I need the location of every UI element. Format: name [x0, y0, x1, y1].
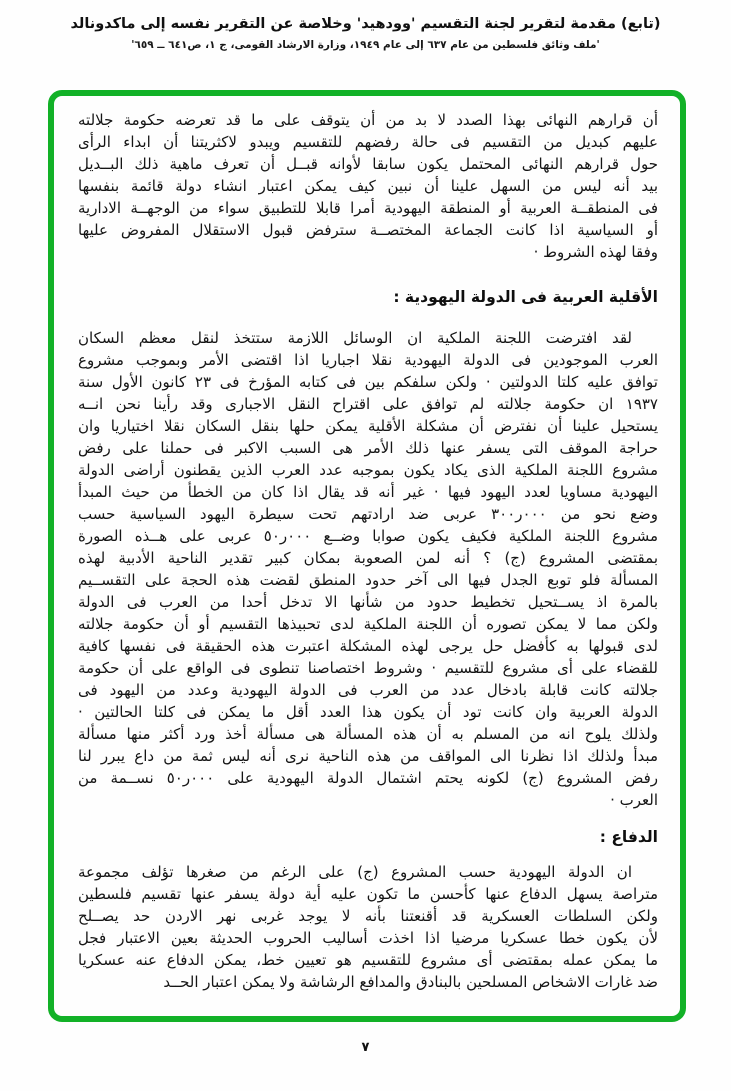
text-line: عليهم كبديل من التقسيم فى حالة رفضهم للتقسيم ويبدو لاكثريتنا أن ابداء الرأى [78, 133, 658, 151]
text-line: فى المنطقــة العربية أو المنطقة اليهودية أمرا قابلا للتطبيق سواء من الوجهــة الادارية [78, 199, 658, 217]
text-line: ولكن مما لا يمكن تصوره أن اللجنة الملكية لدى تحبيذها التقسيم أو أن حكومة جلالته [78, 615, 658, 633]
text-line: جلالته كانت قابلة بادخال عدد من العرب فى الدولة اليهودية وعدد من اليهود فى [78, 681, 658, 699]
text-line: وضع نحو من ٠٠٠ر٣٠٠ عربى ضد ارادتهم تحت سيطرة اليهود السياسية حسب [78, 505, 659, 523]
text-line: ولذلك يلوح انه من المسلم به أن هذه المسألة هى مسألة أخذ ورد أكثر منها مسألة [78, 725, 658, 743]
text-line: لقد افترضت اللجنة الملكية ان الوسائل اللازمة ستتخذ لنقل معظم السكان [78, 329, 632, 347]
text-line: حول قرارهم النهائى المحتمل يكون سابقا لأوانه قبــل أن تعرف ماهية ذلك البــديل [78, 155, 658, 173]
text-line: رفض المشروع (ج) لكونه يحتم اشتمال الدولة اليهودية على ٠٠٠ر٥٠ نســمة من [78, 769, 658, 787]
text-line: ولكن السلطات العسكرية قد أقنعتنا بأنه لا يوجد غربى نهر الاردن حد يصــلح [78, 907, 658, 925]
text-line: متراصة يسهل الدفاع عنها كأحسن ما تكون عليه أية دولة يسفر عنها تقسيم فلسطين [78, 885, 658, 903]
text-line: ضد غارات الاشخاص المسلحين بالبنادق والمدافع الرشاشة ولا يمكن اعتبار الحــد [163, 973, 658, 991]
paragraph-1 [78, 109, 658, 263]
text-line: مشروع اللجنة الملكية فكيف يكون صوابا وضــع ٠٠٠ر٥٠ عربى على هــذه الصورة [78, 527, 658, 545]
document-body [54, 96, 680, 1016]
text-line: بمقتضى المشروع (ج) ؟ أنه لمن الصعوبة بمكان كبير تقدير الناحية الأدبية لهذه [78, 549, 658, 567]
document-header [0, 16, 731, 51]
page-number: ٧ [361, 1040, 370, 1055]
text-line: أو السياسية اذا كانت الجماعة المختصــة سترفض قبول الاستقلال المفروض عليها [78, 221, 658, 239]
document-title: (تابع) مقدمة لتقرير لجنة التقسيم 'وودهيد' وخلاصة عن التقرير نفسه إلى ماكدونالد [70, 16, 661, 32]
text-line: حراجة الموقف التى يسفر عنها ذلك الأمر هى السبب الاكبر فى حملنا على رفض [78, 439, 658, 457]
text-line: العرب الموجودين فى الدولة اليهودية نقلا اجباريا اذا اقتضى الأمر وبموجب مشروع [78, 351, 658, 369]
text-line: مشروع اللجنة الملكية الذى يكاد يكون بموجبه عدد العرب الذين يقطنون أراضى الدولة [78, 461, 658, 479]
text-line: ما يمكن عمله بمقتضى أى مشروع للتقسيم هو تعيين خط، يمكن الدفاع عنه عسكريا [78, 951, 658, 969]
text-line: لأن يكون خطا عسكريا مرضيا اذا اخذت أساليب الحروب الحديثة بعين الاعتبار فجل [78, 929, 658, 947]
text-line: الدولة العربية وان كانت تود أن يكون هذا العدد أقل ما يمكن فى كلتا الحالتين · [78, 703, 658, 721]
text-line: ١٩٣٧ ان حكومة جلالته لم توافق على اقتراح النقل الاجبارى وقد رأينا نحن انــه [78, 395, 658, 413]
text-line: أن قرارهم النهائى بهذا الصدد لا بد من أن يتوقف على ما قد تعرضه حكومة جلالته [78, 111, 658, 129]
text-line: بيد أنه ليس من السهل علينا أن نبين كيف يمكن اعتبار انشاء دولة قائمة بنفسها [78, 177, 658, 195]
text-line: للقضاء على أى مشروع للتقسيم · وشروط اختصاصنا تنطوى فى الواقع على أن حكومة [78, 659, 658, 677]
section-heading-arab-minority: الأقلية العربية فى الدولة اليهودية : [393, 288, 658, 306]
green-highlight-frame [48, 90, 686, 1022]
text-line: اليهودية مساويا لعدد اليهود فيها · غير أنه قد يقال اذا كان من الخطأ من حيث المبدأ [78, 483, 658, 501]
document-source-citation: 'ملف وثائق فلسطين من عام ٦٣٧ إلى عام ١٩٤٩، وزارة الارشاد القومى، ج ١، ص٦٤١ ــ ٦٥٩' [131, 39, 600, 51]
text-line: العرب · [610, 791, 658, 809]
section-heading-defense: الدفاع : [599, 828, 658, 846]
paragraph-3 [78, 861, 658, 993]
text-line: بالمرة اذ يســتحيل تخطيط حدود من شأنها الا تدخل أحدا من العرب فى الدولة [78, 593, 658, 611]
text-line: مبدأ ولذلك اذا نظرنا الى المواقف من هذه الناحية نرى أنه ليس ثمة من داع يبرر لنا [78, 747, 658, 765]
text-line: لدى قبولها به كأفضل حل يرجى لهذه المشكلة اعتبرت هذه الحقيقة فى نفسها كافية [78, 637, 658, 655]
text-line: توافق عليه كلتا الدولتين · ولكن سلفكم بين فى كتابه المؤرخ فى ٢٣ كانون الأول سنة [78, 373, 658, 391]
text-line: ان الدولة اليهودية حسب المشروع (ج) على الرغم من صغرها تؤلف مجموعة [78, 863, 632, 881]
text-line: وفقا لهذه الشروط · [533, 243, 658, 261]
text-line: المسألة فلو توبع الجدل فيها الى آخر حدود المنطق لقضت هذه الحجة على التقســيم [78, 571, 658, 589]
paragraph-2 [78, 327, 658, 811]
text-line: يستحيل علينا أن نفترض أن مشكلة الأقلية يمكن حلها بنقل السكان نقلا اختياريا وان [78, 417, 658, 435]
